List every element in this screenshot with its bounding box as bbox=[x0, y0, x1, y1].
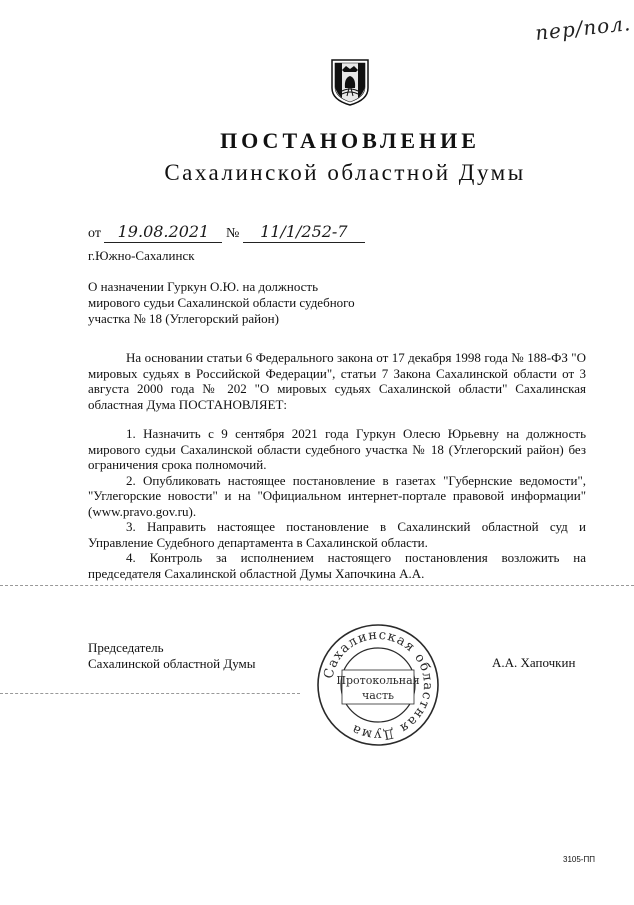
date-number-line bbox=[88, 224, 365, 243]
city: г.Южно-Сахалинск bbox=[88, 248, 195, 263]
number-prefix: № bbox=[225, 226, 240, 241]
document-subtitle: Сахалинской областной Думы bbox=[164, 160, 526, 185]
sakhalin-coat-of-arms-icon bbox=[330, 58, 370, 106]
preamble: На основании статьи 6 Федерального закона от 17 декабря 1998 года № 188-ФЗ "О мировых судьях в Российской Федерации", статьи 7 Закона Сахалинской области от 3 августа 2000 года № 202 "О мировых судьях Сахалинской области" Сахалинская областная Дума ПОСТАНОВЛЯЕТ: bbox=[88, 350, 586, 412]
official-stamp bbox=[315, 622, 441, 748]
stamp-outer-text: Сахалинская областная Дума bbox=[321, 627, 436, 743]
position-line: Сахалинской областной Думы bbox=[88, 656, 256, 671]
form-code: 3105-ПП bbox=[563, 855, 595, 864]
number-value: 11/1/252-7 bbox=[243, 224, 365, 243]
document-title: ПОСТАНОВЛЕНИЕ bbox=[220, 128, 480, 153]
resolution-item: 2. Опубликовать настоящее постановление в газетах "Губернские ведомости", "Углегорские новости" и на "Официальном интернет-портале правовой информации" (www.pravo.gov.ru). bbox=[88, 472, 586, 519]
signatory-position bbox=[88, 640, 256, 672]
signatory-name: А.А. Хапочкин bbox=[492, 655, 576, 670]
resolution-body bbox=[88, 350, 586, 581]
resolution-item: 3. Направить настоящее постановление в Сахалинский областной суд и Управление Судебного департамента в Сахалинской области. bbox=[88, 519, 586, 550]
resolution-item: 1. Назначить с 9 сентября 2021 года Гуркун Олесю Юрьевну на должность мирового судьи Сахалинской области судебного участка № 18 (Углегорский район) без ограничения срока полномочий. bbox=[88, 426, 586, 472]
scan-divider bbox=[0, 585, 634, 586]
date-prefix: от bbox=[88, 226, 101, 241]
position-line: Председатель bbox=[88, 640, 164, 655]
stamp-inner-line: часть bbox=[361, 689, 395, 702]
date-value: 19.08.2021 bbox=[104, 224, 222, 243]
stamp-inner-line: Протокольная bbox=[336, 674, 420, 687]
subject-heading: О назначении Гуркун О.Ю. на должность мирового судьи Сахалинской области судебного участка № 18 (Углегорский район) bbox=[88, 279, 355, 326]
handwritten-note: пер/пол. bbox=[534, 11, 633, 45]
scan-divider bbox=[0, 693, 300, 694]
resolution-item: 4. Контроль за исполнением настоящего постановления возложить на председателя Сахалинской областной Думы Хапочкина А.А. bbox=[88, 550, 586, 581]
